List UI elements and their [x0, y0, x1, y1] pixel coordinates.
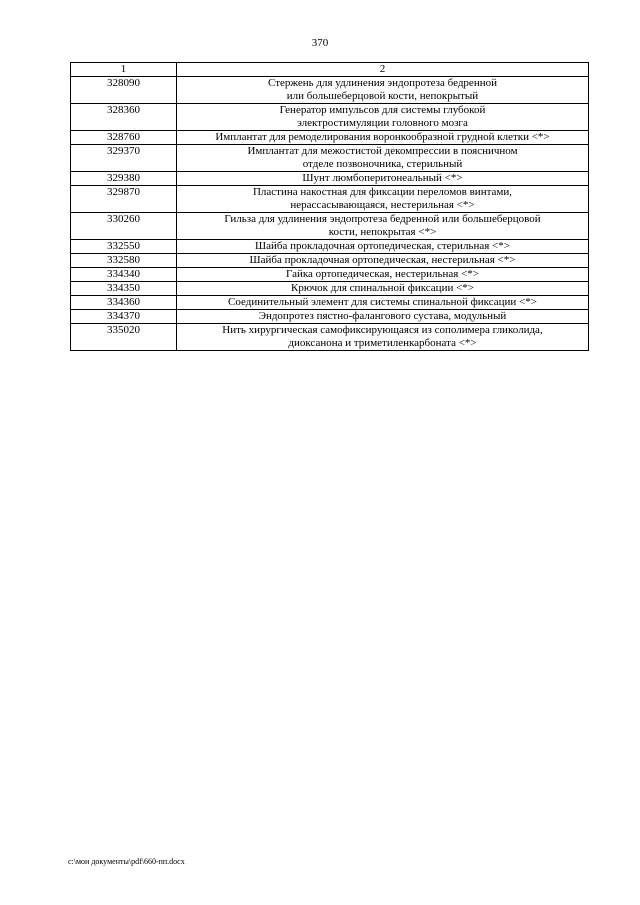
table-cell-name-line: Шайба прокладочная ортопедическая, стерильная <*>	[255, 240, 510, 252]
table-cell-name-line: Стержень для удлинения эндопротеза бедренной	[268, 77, 497, 89]
table-cell-code: 332550	[71, 240, 177, 254]
table-cell-code: 328090	[71, 77, 177, 104]
table-cell-code: 334350	[71, 282, 177, 296]
table-row	[71, 324, 589, 351]
table-cell-name-line: Имплантат для ремоделирования воронкообразной грудной клетки <*>	[215, 131, 550, 143]
device-table	[70, 62, 589, 351]
table-row	[71, 282, 589, 296]
table-cell-name-line: диоксанона и триметиленкарбоната <*>	[288, 337, 477, 349]
page-number: 370	[311, 37, 329, 49]
table-row	[71, 254, 589, 268]
table-row	[71, 145, 589, 172]
table-cell-name-line: Пластина накостная для фиксации переломов винтами,	[252, 186, 513, 198]
table-cell-code: 334370	[71, 310, 177, 324]
table-cell-code: 330260	[71, 213, 177, 240]
table-cell-name-line: Шунт люмбоперитонеальный <*>	[302, 172, 463, 184]
table-row	[71, 213, 589, 240]
table-cell-code: 328360	[71, 104, 177, 131]
column-header-name: 2	[177, 63, 589, 77]
table-row	[71, 104, 589, 131]
table-cell-name-line: Генератор импульсов для системы глубокой	[279, 104, 486, 116]
table-cell-code: 329380	[71, 172, 177, 186]
table-cell-name-line: Крючок для спинальной фиксации <*>	[290, 282, 474, 294]
table-row	[71, 268, 589, 282]
table-cell-name	[177, 254, 589, 268]
table-cell-code: 328760	[71, 131, 177, 145]
table-cell-code: 334360	[71, 296, 177, 310]
column-header-code: 1	[71, 63, 177, 77]
table-cell-name-line: нерассасывающаяся, нестерильная <*>	[290, 199, 475, 211]
table-cell-name-line: Гайка ортопедическая, нестерильная <*>	[286, 268, 479, 280]
table-body	[71, 77, 589, 351]
table-cell-name	[177, 324, 589, 351]
table-cell-code: 334340	[71, 268, 177, 282]
table-cell-name-line: кости, непокрытая <*>	[328, 226, 437, 238]
table-row	[71, 186, 589, 213]
table-cell-name	[177, 310, 589, 324]
table-cell-name-line: Гильза для удлинения эндопротеза бедренной или большеберцовой	[224, 213, 541, 225]
table-cell-name	[177, 145, 589, 172]
table-row	[71, 310, 589, 324]
table-cell-code: 335020	[71, 324, 177, 351]
table-cell-code: 329870	[71, 186, 177, 213]
table-cell-name	[177, 268, 589, 282]
table-row	[71, 296, 589, 310]
table-row	[71, 131, 589, 145]
table-cell-name	[177, 282, 589, 296]
table-cell-name	[177, 172, 589, 186]
table-header-row	[71, 63, 589, 77]
table-cell-name-line: Эндопротез пястно-фалангового сустава, модульный	[258, 310, 507, 322]
table-cell-name	[177, 186, 589, 213]
footer-file-path: c:\мои документы\pdf\660-пп.docx	[68, 857, 185, 866]
table-cell-name-line: или большеберцовой кости, непокрытый	[286, 90, 479, 102]
table-cell-name	[177, 296, 589, 310]
table-cell-name	[177, 104, 589, 131]
table-row	[71, 172, 589, 186]
table-cell-name-line: электростимуляции головного мозга	[297, 117, 468, 129]
table-cell-code: 329370	[71, 145, 177, 172]
table-cell-name-line: Соединительный элемент для системы спинальной фиксации <*>	[228, 296, 537, 308]
table-cell-name-line: Шайба прокладочная ортопедическая, нестерильная <*>	[249, 254, 516, 266]
table-cell-name	[177, 131, 589, 145]
table-cell-name-line: отделе позвоночника, стерильный	[302, 158, 463, 170]
table-row	[71, 77, 589, 104]
table-cell-name-line: Имплантат для межостистой декомпрессии в поясничном	[247, 145, 518, 157]
table-row	[71, 240, 589, 254]
table-cell-name	[177, 213, 589, 240]
table-cell-name-line: Нить хирургическая самофиксирующаяся из сополимера гликолида,	[222, 324, 543, 336]
table-cell-code: 332580	[71, 254, 177, 268]
table-cell-name	[177, 240, 589, 254]
table-cell-name	[177, 77, 589, 104]
